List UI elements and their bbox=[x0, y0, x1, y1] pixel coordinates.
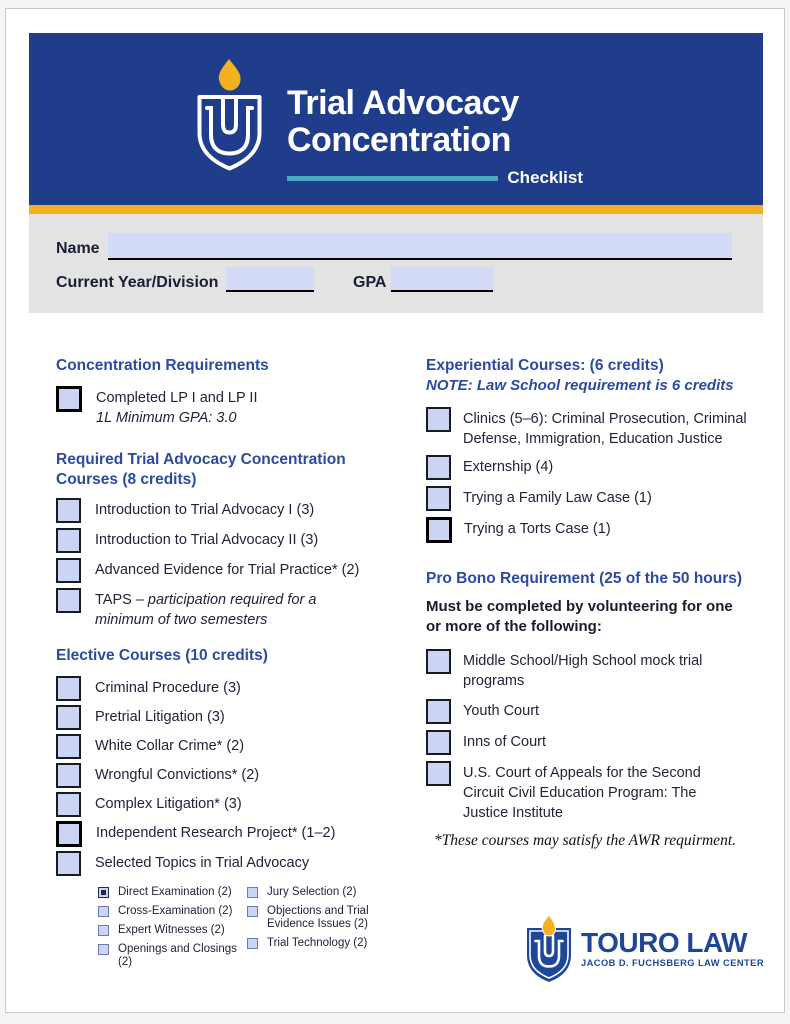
checkbox-intro-trial-advocacy-2[interactable] bbox=[56, 528, 81, 553]
checkbox-intro-trial-advocacy-1[interactable] bbox=[56, 498, 81, 523]
checkbox-pretrial-litigation[interactable] bbox=[56, 705, 81, 730]
touro-law-title: TOURO LAW bbox=[581, 927, 748, 958]
subitem-direct-examination bbox=[98, 886, 247, 899]
subtopics-column-1 bbox=[98, 886, 247, 975]
item-inns-of-court bbox=[426, 730, 762, 755]
checkbox-criminal-procedure[interactable] bbox=[56, 676, 81, 701]
item-label: Introduction to Trial Advocacy II (3) bbox=[95, 532, 319, 548]
item-pretrial-litigation bbox=[56, 705, 404, 730]
item-label: Pretrial Litigation (3) bbox=[95, 709, 225, 725]
touro-shield-torch-icon bbox=[196, 59, 263, 171]
subitem-openings-closings bbox=[98, 943, 247, 969]
checkbox-cross-examination[interactable] bbox=[98, 906, 109, 917]
year-division-label: Current Year/Division bbox=[56, 274, 219, 291]
item-intro-trial-advocacy-1 bbox=[56, 498, 404, 523]
checkbox-us-court-of-appeals[interactable] bbox=[426, 761, 451, 786]
right-column bbox=[426, 356, 762, 828]
item-independent-research bbox=[56, 821, 404, 847]
checkbox-selected-topics[interactable] bbox=[56, 851, 81, 876]
checkbox-white-collar-crime[interactable] bbox=[56, 734, 81, 759]
item-label: Inns of Court bbox=[463, 734, 547, 750]
item-mock-trial-programs bbox=[426, 649, 762, 691]
checkbox-openings-closings[interactable] bbox=[98, 944, 109, 955]
item-label: Externship (4) bbox=[463, 459, 554, 475]
item-label: Completed LP I and LP II 1L Minimum GPA: 3.0 bbox=[96, 390, 258, 426]
section-heading-elective-courses: Elective Courses (10 credits) bbox=[56, 647, 268, 664]
item-label: Selected Topics in Trial Advocacy bbox=[95, 855, 310, 871]
touro-shield-icon bbox=[526, 915, 572, 983]
gpa-label: GPA bbox=[353, 274, 387, 291]
item-complex-litigation bbox=[56, 792, 404, 817]
checkbox-wrongful-convictions[interactable] bbox=[56, 763, 81, 788]
document-sheet bbox=[5, 8, 785, 1013]
item-torts-case bbox=[426, 517, 762, 543]
name-input[interactable] bbox=[108, 233, 732, 260]
checkbox-complex-litigation[interactable] bbox=[56, 792, 81, 817]
item-family-law-case bbox=[426, 486, 762, 511]
touro-law-wordmark bbox=[581, 915, 764, 968]
page-subtitle: Checklist bbox=[507, 168, 583, 187]
left-column bbox=[56, 356, 404, 975]
item-label: Independent Research Project* (1–2) bbox=[96, 825, 336, 841]
student-info-panel bbox=[29, 214, 763, 313]
item-note: 1L Minimum GPA: 3.0 bbox=[96, 410, 237, 426]
item-youth-court bbox=[426, 699, 762, 724]
item-clinics bbox=[426, 407, 762, 449]
item-advanced-evidence bbox=[56, 558, 404, 583]
checkbox-completed-lp[interactable] bbox=[56, 386, 82, 412]
checkbox-taps[interactable] bbox=[56, 588, 81, 613]
item-label: TAPS – participation required for a minimum of two semesters bbox=[95, 592, 317, 628]
item-label: White Collar Crime* (2) bbox=[95, 738, 245, 754]
gold-accent-stripe bbox=[29, 205, 763, 214]
section-heading-pro-bono: Pro Bono Requirement (25 of the 50 hours) bbox=[426, 570, 743, 587]
item-taps bbox=[56, 588, 404, 630]
pro-bono-intro: Must be completed by volunteering for one or more of the following: bbox=[426, 598, 733, 635]
year-division-input[interactable] bbox=[226, 267, 314, 292]
experiential-note: NOTE: Law School requirement is 6 credits bbox=[426, 377, 734, 394]
checkbox-objections-evidence[interactable] bbox=[247, 906, 258, 917]
subitem-objections-evidence bbox=[247, 905, 379, 931]
checkbox-youth-court[interactable] bbox=[426, 699, 451, 724]
checkbox-clinics[interactable] bbox=[426, 407, 451, 432]
item-label: Complex Litigation* (3) bbox=[95, 796, 242, 812]
item-white-collar-crime bbox=[56, 734, 404, 759]
subitem-jury-selection bbox=[247, 886, 379, 899]
item-criminal-procedure bbox=[56, 676, 404, 701]
name-label: Name bbox=[56, 240, 100, 257]
page-title-line2: Concentration bbox=[287, 121, 511, 159]
touro-law-logo bbox=[526, 915, 764, 983]
item-label: Clinics (5–6): Criminal Prosecution, Criminal Defense, Immigration, Education Justice bbox=[463, 411, 747, 447]
subtopics-column-2 bbox=[247, 886, 379, 975]
selected-topics-subgrid bbox=[98, 886, 404, 975]
checkbox-externship[interactable] bbox=[426, 455, 451, 480]
section-heading-experiential: Experiential Courses: (6 credits) bbox=[426, 357, 664, 374]
checkbox-mock-trial-programs[interactable] bbox=[426, 649, 451, 674]
checkbox-trial-technology[interactable] bbox=[247, 938, 258, 949]
checkbox-direct-examination[interactable] bbox=[98, 887, 109, 898]
subitem-label: Trial Technology (2) bbox=[267, 937, 368, 949]
item-externship bbox=[426, 455, 762, 480]
subitem-label: Direct Examination (2) bbox=[118, 886, 232, 898]
subtitle-rule bbox=[287, 176, 498, 181]
item-completed-lp bbox=[56, 386, 404, 428]
item-label: Criminal Procedure (3) bbox=[95, 680, 241, 696]
checkbox-torts-case[interactable] bbox=[426, 517, 452, 543]
subitem-label: Cross-Examination (2) bbox=[118, 905, 233, 917]
gpa-input[interactable] bbox=[391, 267, 493, 292]
page-title-line1: Trial Advocacy bbox=[287, 84, 519, 122]
checkbox-advanced-evidence[interactable] bbox=[56, 558, 81, 583]
item-label: Trying a Torts Case (1) bbox=[464, 521, 611, 537]
section-heading-required-courses: Required Trial Advocacy Concentration Courses (8 credits) bbox=[56, 451, 346, 488]
subitem-label: Openings and Closings (2) bbox=[118, 943, 237, 968]
subitem-label: Expert Witnesses (2) bbox=[118, 924, 225, 936]
checkbox-family-law-case[interactable] bbox=[426, 486, 451, 511]
subitem-label: Jury Selection (2) bbox=[267, 886, 357, 898]
item-label: Middle School/High School mock trial programs bbox=[463, 653, 703, 689]
item-label: Introduction to Trial Advocacy I (3) bbox=[95, 502, 315, 518]
header-banner bbox=[29, 33, 763, 205]
awr-footnote: *These courses may satisfy the AWR requirment. bbox=[433, 832, 736, 849]
item-label: Trying a Family Law Case (1) bbox=[463, 490, 652, 506]
checkbox-expert-witnesses[interactable] bbox=[98, 925, 109, 936]
checkbox-independent-research[interactable] bbox=[56, 821, 82, 847]
item-us-court-of-appeals bbox=[426, 761, 762, 823]
section-heading-concentration-requirements: Concentration Requirements bbox=[56, 357, 269, 374]
subitem-expert-witnesses bbox=[98, 924, 247, 937]
item-label: Youth Court bbox=[463, 703, 540, 719]
item-wrongful-convictions bbox=[56, 763, 404, 788]
item-selected-topics bbox=[56, 851, 404, 876]
item-label: U.S. Court of Appeals for the Second Circuit Civil Education Program: The Justice Institute bbox=[463, 765, 701, 821]
checkbox-jury-selection[interactable] bbox=[247, 887, 258, 898]
item-label: Wrongful Convictions* (2) bbox=[95, 767, 260, 783]
item-label: Advanced Evidence for Trial Practice* (2) bbox=[95, 562, 360, 578]
subitem-cross-examination bbox=[98, 905, 247, 918]
touro-law-subtitle: JACOB D. FUCHSBERG LAW CENTER bbox=[581, 958, 764, 968]
subitem-trial-technology bbox=[247, 937, 379, 950]
checkbox-inns-of-court[interactable] bbox=[426, 730, 451, 755]
subitem-label: Objections and Trial Evidence Issues (2) bbox=[267, 905, 369, 930]
item-intro-trial-advocacy-2 bbox=[56, 528, 404, 553]
